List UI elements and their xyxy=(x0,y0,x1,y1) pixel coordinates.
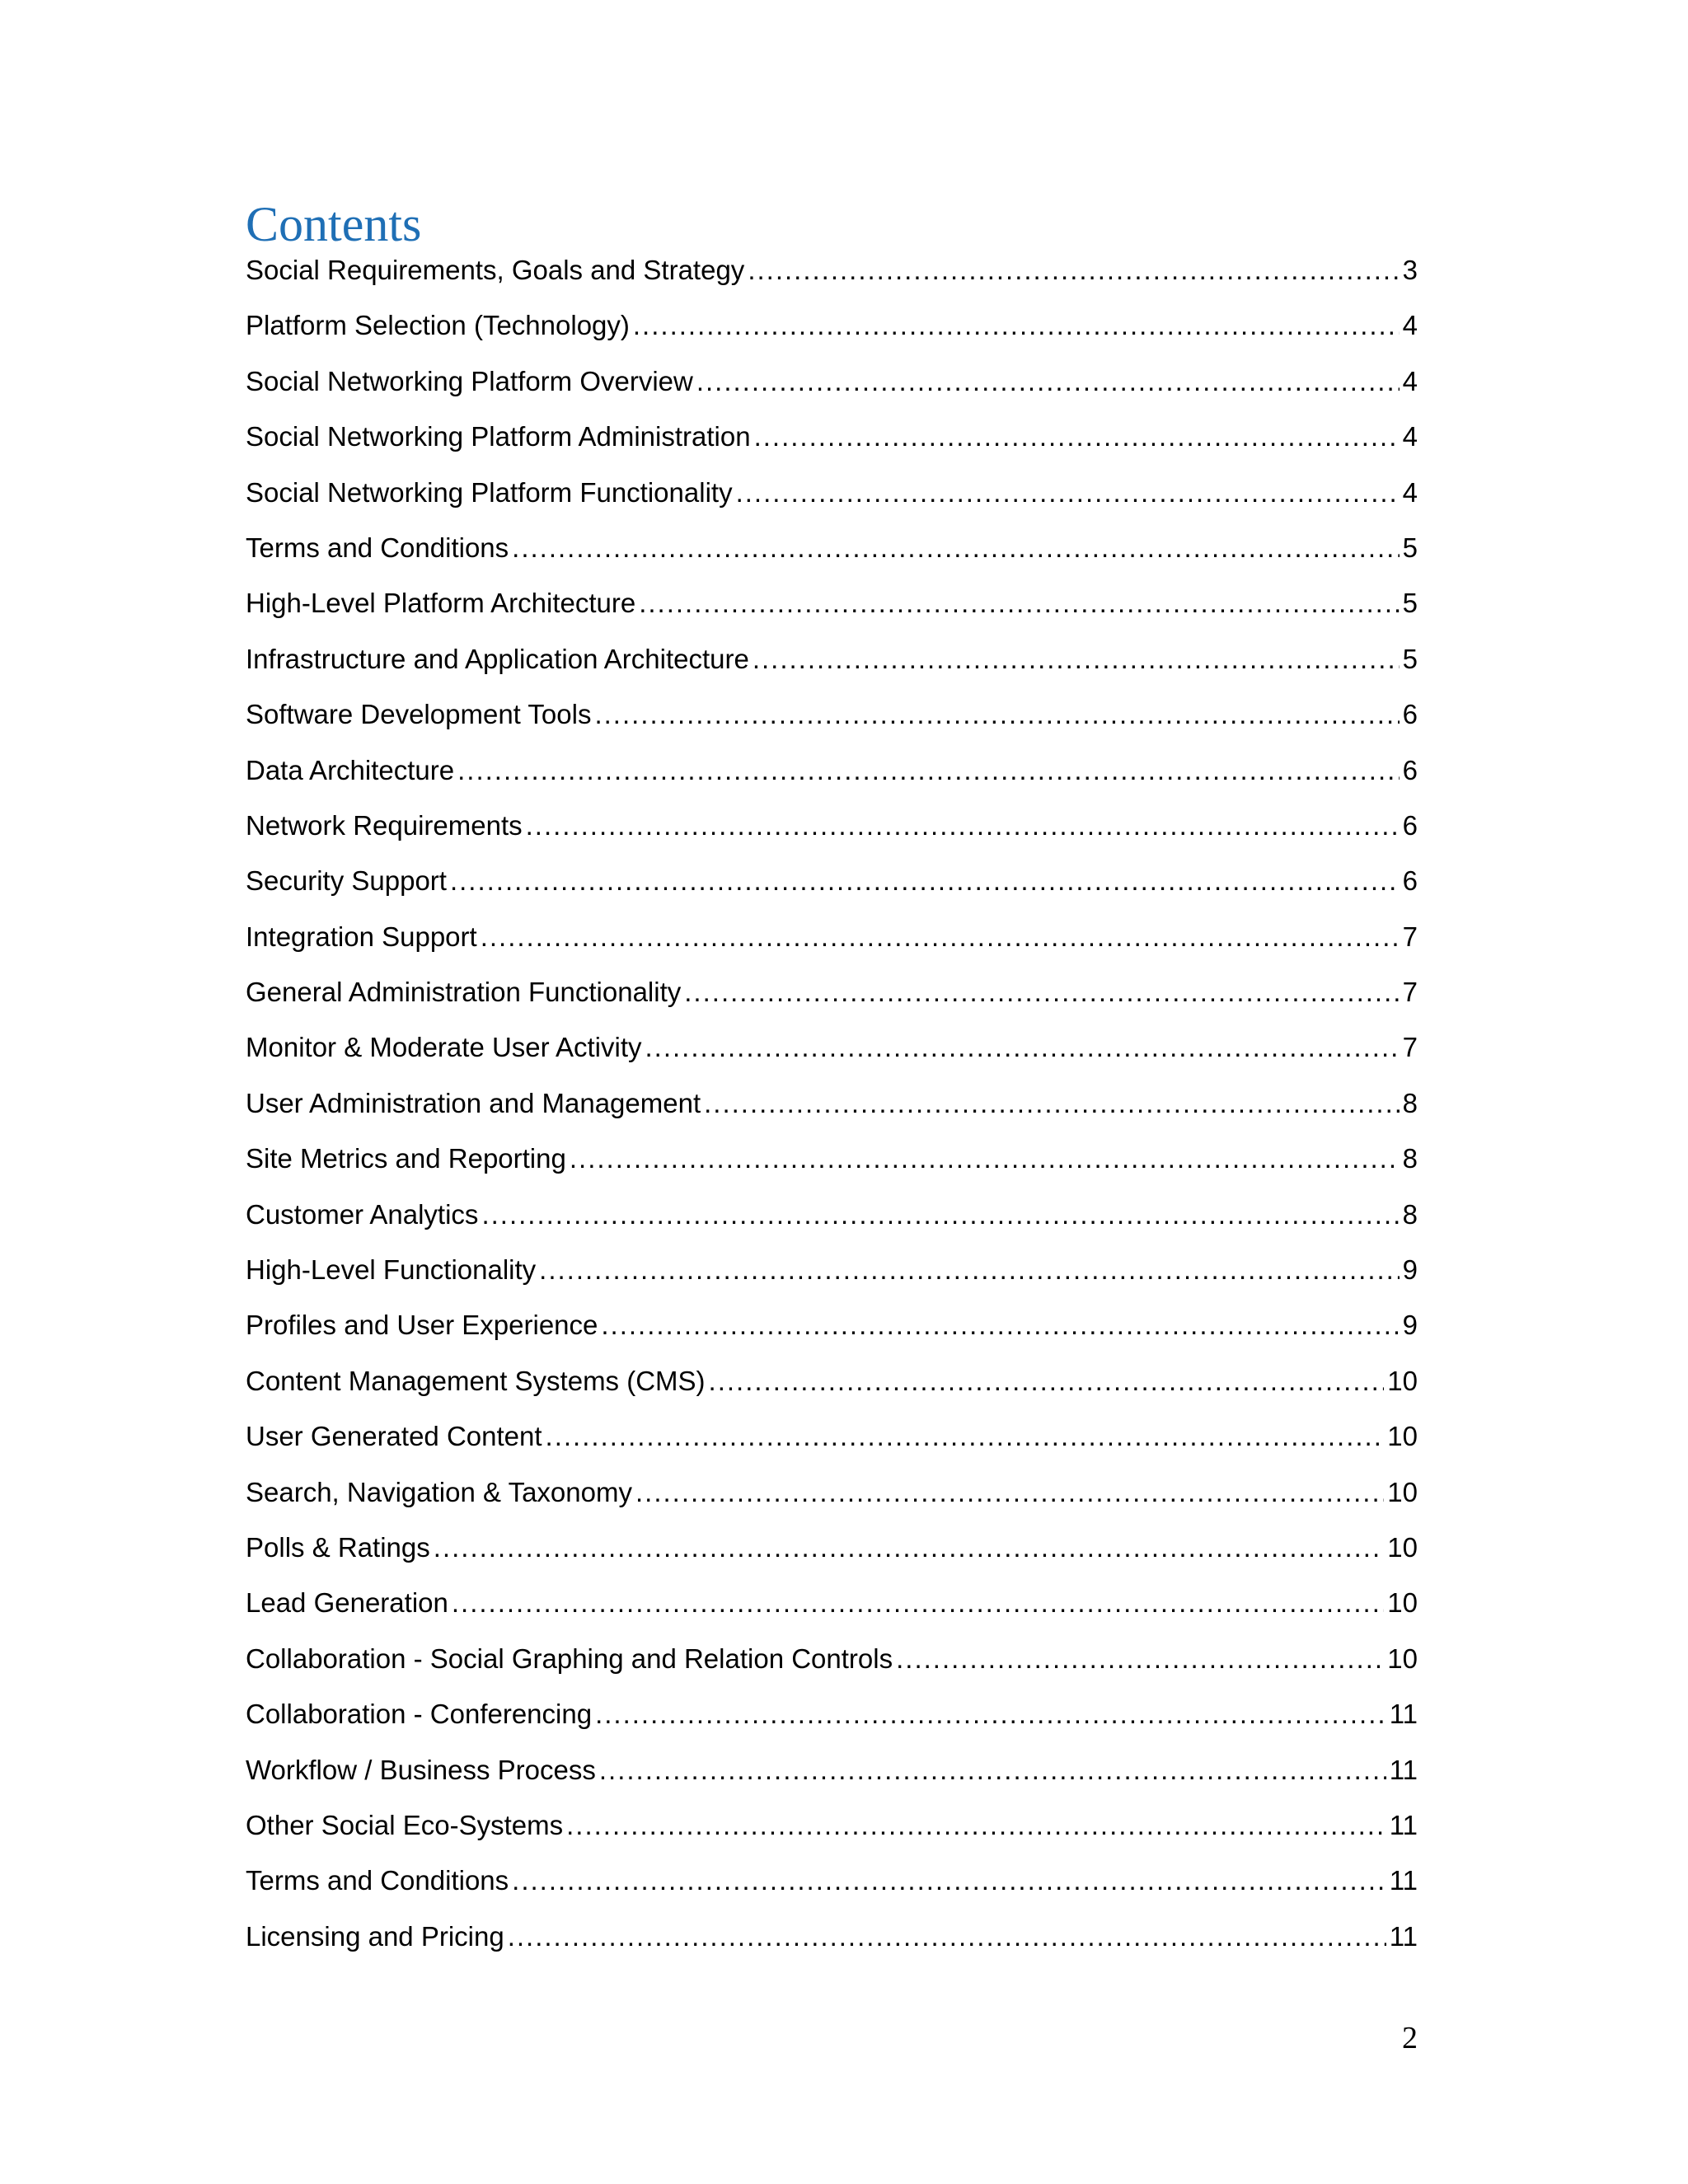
toc-dot-leader xyxy=(595,1694,1386,1734)
toc-entry-title[interactable]: Customer Analytics xyxy=(246,1198,479,1230)
toc-entry-title[interactable]: Platform Selection (Technology) xyxy=(246,310,630,341)
toc-entry-title[interactable]: Integration Support xyxy=(246,921,477,952)
toc-entry-title[interactable]: Content Management Systems (CMS) xyxy=(246,1365,706,1396)
toc-entry-page[interactable]: 8 xyxy=(1402,1198,1418,1230)
toc-dot-leader xyxy=(639,583,1399,623)
toc-entry[interactable] xyxy=(246,1528,1418,1583)
toc-entry[interactable] xyxy=(246,1305,1418,1361)
toc-entry-page[interactable]: 11 xyxy=(1389,1699,1418,1730)
toc-entry[interactable] xyxy=(246,751,1418,806)
toc-entry-title[interactable]: High-Level Functionality xyxy=(246,1254,537,1286)
toc-entry-title[interactable]: Network Requirements xyxy=(246,809,523,841)
toc-entry-title[interactable]: Social Networking Platform Functionality xyxy=(246,476,733,508)
toc-entry-title[interactable]: Site Metrics and Reporting xyxy=(246,1143,566,1174)
toc-dot-leader xyxy=(512,528,1399,568)
toc-entry[interactable] xyxy=(246,1028,1418,1083)
toc-entry[interactable] xyxy=(246,1917,1418,1972)
toc-entry[interactable] xyxy=(246,1473,1418,1528)
toc-dot-leader xyxy=(481,1195,1399,1235)
toc-entry-page[interactable]: 6 xyxy=(1402,865,1418,897)
toc-entry-title[interactable]: General Administration Functionality xyxy=(246,977,682,1008)
toc-dot-leader xyxy=(566,1806,1386,1845)
toc-dot-leader xyxy=(594,695,1399,734)
page-number: 2 xyxy=(1402,2021,1418,2055)
toc-entry-title[interactable]: Collaboration - Social Graphing and Relation Controls xyxy=(246,1643,893,1674)
toc-dot-leader xyxy=(704,1084,1400,1123)
toc-entry[interactable] xyxy=(246,1750,1418,1806)
toc-dot-leader xyxy=(748,251,1399,290)
toc-entry-page[interactable]: 10 xyxy=(1387,1643,1418,1674)
toc-entry[interactable] xyxy=(246,972,1418,1028)
toc-entry-title[interactable]: Licensing and Pricing xyxy=(246,1920,504,1952)
toc-dot-leader xyxy=(736,473,1400,513)
toc-dot-leader xyxy=(452,1583,1384,1623)
toc-entry-page[interactable]: 7 xyxy=(1402,921,1418,952)
toc-entry[interactable] xyxy=(246,1861,1418,1916)
toc-entry-title[interactable]: Profiles and User Experience xyxy=(246,1310,598,1341)
toc-dot-leader xyxy=(753,640,1400,679)
toc-entry-title[interactable]: Workflow / Business Process xyxy=(246,1754,596,1785)
toc-entry-page[interactable]: 5 xyxy=(1402,588,1418,619)
toc-dot-leader xyxy=(539,1250,1399,1290)
toc-entry-title[interactable]: Other Social Eco-Systems xyxy=(246,1809,564,1840)
toc-entry-title[interactable]: Social Requirements, Goals and Strategy xyxy=(246,255,745,285)
toc-entry-title[interactable]: Software Development Tools xyxy=(246,699,592,730)
toc-entry-page[interactable]: 11 xyxy=(1389,1865,1418,1896)
toc-entry-page[interactable]: 10 xyxy=(1387,1531,1418,1563)
toc-entry-page[interactable]: 5 xyxy=(1402,532,1418,563)
toc-dot-leader xyxy=(570,1139,1400,1179)
toc-entry[interactable] xyxy=(246,917,1418,972)
toc-dot-leader xyxy=(457,751,1400,790)
toc-entry-page[interactable]: 11 xyxy=(1389,1809,1418,1840)
toc-dot-leader xyxy=(450,861,1400,901)
toc-entry[interactable] xyxy=(246,806,1418,861)
toc-entry-page[interactable]: 5 xyxy=(1402,643,1418,674)
toc-dot-leader xyxy=(434,1528,1385,1568)
toc-entry-title[interactable]: Monitor & Moderate User Activity xyxy=(246,1032,642,1063)
toc-dot-leader xyxy=(696,362,1400,401)
toc-entry[interactable] xyxy=(246,251,1418,306)
toc-entry[interactable] xyxy=(246,1583,1418,1638)
toc-entry[interactable] xyxy=(246,695,1418,750)
toc-dot-leader xyxy=(633,306,1400,345)
toc-dot-leader xyxy=(526,806,1400,846)
toc-entry-page[interactable]: 11 xyxy=(1389,1754,1418,1785)
toc-entry-page[interactable]: 9 xyxy=(1402,1310,1418,1341)
toc-entry-page[interactable]: 10 xyxy=(1387,1587,1418,1619)
toc-dot-leader xyxy=(645,1028,1400,1067)
toc-entry-title[interactable]: Lead Generation xyxy=(246,1587,448,1619)
toc-entry-title[interactable]: User Administration and Management xyxy=(246,1087,701,1118)
toc-entry-title[interactable]: Social Networking Platform Overview xyxy=(246,365,693,396)
toc-dot-leader xyxy=(599,1750,1386,1790)
toc-entry-page[interactable]: 10 xyxy=(1387,1365,1418,1396)
toc-dot-leader xyxy=(684,972,1399,1012)
toc-entry-title[interactable]: Infrastructure and Application Architecture xyxy=(246,643,749,674)
toc-entry[interactable] xyxy=(246,1417,1418,1472)
toc-entry[interactable] xyxy=(246,362,1418,417)
toc-heading: Contents xyxy=(246,197,422,251)
toc-entry-page[interactable]: 7 xyxy=(1402,977,1418,1008)
toc-dot-leader xyxy=(635,1473,1384,1512)
toc-entry-title[interactable]: Terms and Conditions xyxy=(246,532,509,563)
toc-entry-title[interactable]: Social Networking Platform Administration xyxy=(246,421,751,452)
toc-entry-title[interactable]: High-Level Platform Architecture xyxy=(246,588,636,619)
toc-entry[interactable] xyxy=(246,1250,1418,1305)
toc-entry-title[interactable]: User Generated Content xyxy=(246,1421,542,1452)
toc-entry-page[interactable]: 10 xyxy=(1387,1421,1418,1452)
toc-entry[interactable] xyxy=(246,473,1418,528)
toc-dot-leader xyxy=(508,1917,1386,1957)
toc-entry-page[interactable]: 6 xyxy=(1402,699,1418,730)
toc-entry-page[interactable]: 4 xyxy=(1402,310,1418,341)
toc-entry-page[interactable]: 6 xyxy=(1402,809,1418,841)
toc-entry-page[interactable]: 4 xyxy=(1402,476,1418,508)
toc-entry[interactable] xyxy=(246,861,1418,916)
toc-entry[interactable] xyxy=(246,528,1418,583)
toc-entry-title[interactable]: Data Architecture xyxy=(246,754,455,785)
toc-dot-leader xyxy=(754,417,1400,457)
toc-entry[interactable] xyxy=(246,1694,1418,1750)
toc-entry[interactable] xyxy=(246,1361,1418,1417)
toc-entry-page[interactable]: 9 xyxy=(1402,1254,1418,1286)
table-of-contents xyxy=(246,251,1418,1972)
toc-dot-leader xyxy=(709,1361,1385,1401)
toc-entry-page[interactable]: 10 xyxy=(1387,1476,1418,1507)
toc-entry[interactable] xyxy=(246,1139,1418,1194)
toc-entry-title[interactable]: Terms and Conditions xyxy=(246,1865,509,1896)
toc-entry[interactable] xyxy=(246,1806,1418,1861)
toc-entry[interactable] xyxy=(246,640,1418,695)
toc-dot-leader xyxy=(896,1639,1384,1679)
toc-entry-title[interactable]: Search, Navigation & Taxonomy xyxy=(246,1476,632,1507)
toc-entry[interactable] xyxy=(246,306,1418,361)
toc-dot-leader xyxy=(481,917,1400,957)
toc-entry-title[interactable]: Collaboration - Conferencing xyxy=(246,1699,593,1730)
toc-entry-page[interactable]: 4 xyxy=(1402,365,1418,396)
toc-entry-page[interactable]: 6 xyxy=(1402,754,1418,785)
toc-entry[interactable] xyxy=(246,417,1418,472)
toc-entry[interactable] xyxy=(246,1639,1418,1694)
toc-entry[interactable] xyxy=(246,1195,1418,1250)
toc-entry[interactable] xyxy=(246,1084,1418,1139)
toc-dot-leader xyxy=(512,1861,1386,1900)
toc-entry-title[interactable]: Security Support xyxy=(246,865,447,897)
toc-dot-leader xyxy=(601,1305,1399,1345)
toc-entry[interactable] xyxy=(246,583,1418,639)
toc-entry-page[interactable]: 4 xyxy=(1402,421,1418,452)
toc-entry-page[interactable]: 3 xyxy=(1402,255,1418,285)
toc-dot-leader xyxy=(546,1417,1385,1456)
toc-entry-page[interactable]: 7 xyxy=(1402,1032,1418,1063)
toc-entry-title[interactable]: Polls & Ratings xyxy=(246,1531,430,1563)
toc-entry-page[interactable]: 11 xyxy=(1389,1920,1418,1952)
toc-entry-page[interactable]: 8 xyxy=(1402,1143,1418,1174)
toc-entry-page[interactable]: 8 xyxy=(1402,1087,1418,1118)
